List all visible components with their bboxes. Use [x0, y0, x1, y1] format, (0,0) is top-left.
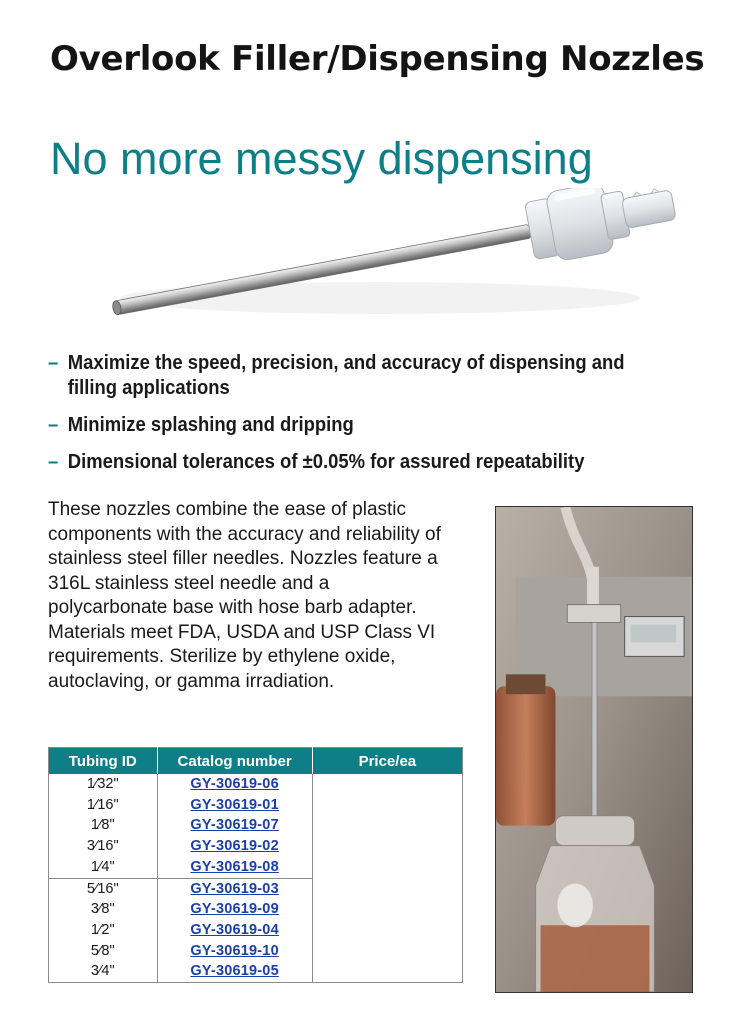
catalog-cell	[157, 878, 312, 899]
col-header-catalog-number: Catalog number	[157, 748, 312, 775]
feature-item: – Dimensional tolerances of ±0.05% for assured repeatability	[48, 450, 585, 473]
col-header-price: Price/ea	[312, 748, 462, 775]
page-title: Overlook Filler/Dispensing Nozzles	[50, 39, 705, 79]
feature-item: – Minimize splashing and dripping	[48, 413, 354, 436]
catalog-number-link[interactable]: GY-30619-05	[190, 963, 279, 980]
tubing-id-cell: 3⁄8"	[49, 899, 158, 920]
catalog-cell	[157, 941, 312, 962]
price-cell	[312, 878, 462, 983]
tubing-id-cell: 3⁄16"	[49, 836, 158, 857]
bullet-dash-icon: –	[48, 413, 59, 436]
tubing-id-cell: 3⁄4"	[49, 961, 158, 982]
catalog-cell	[157, 815, 312, 836]
tubing-id-cell: 1⁄8"	[49, 815, 158, 836]
tubing-id-cell: 1⁄4"	[49, 857, 158, 878]
catalog-cell	[157, 857, 312, 878]
catalog-number-link[interactable]: GY-30619-04	[190, 921, 279, 938]
page-subtitle: No more messy dispensing	[50, 133, 593, 184]
table-header-row	[49, 748, 463, 775]
catalog-number-link[interactable]: GY-30619-10	[190, 942, 279, 959]
feature-item: – Maximize the speed, precision, and accuracy of dispensing and filling applications	[48, 351, 625, 399]
catalog-table	[48, 747, 463, 983]
catalog-number-link[interactable]: GY-30619-03	[190, 880, 279, 897]
catalog-cell	[157, 774, 312, 795]
catalog-number-link[interactable]: GY-30619-06	[190, 776, 279, 792]
nozzle-product-image	[90, 188, 710, 333]
catalog-cell	[157, 899, 312, 920]
catalog-number-link[interactable]: GY-30619-09	[190, 901, 279, 918]
catalog-number-link[interactable]: GY-30619-08	[190, 858, 279, 875]
bullet-dash-icon: –	[48, 450, 59, 473]
catalog-cell	[157, 836, 312, 857]
tubing-id-cell: 1⁄16"	[49, 795, 158, 816]
tubing-id-cell: 5⁄16"	[49, 878, 158, 899]
catalog-number-link[interactable]: GY-30619-07	[190, 817, 279, 834]
product-description: These nozzles combine the ease of plastic components with the accuracy and reliability of stainless steel filler needles. Nozzles feature a 316L stainless steel needle and a polycarbonate base with hose barb adapter. Materials meet FDA, USDA and USP Class VI requirements. Sterilize by ethylene oxide, autoclaving, or gamma irradiation.	[48, 499, 441, 692]
table-row	[49, 878, 463, 899]
catalog-number-link[interactable]: GY-30619-02	[190, 838, 279, 855]
catalog-cell	[157, 795, 312, 816]
col-header-tubing-id: Tubing ID	[49, 748, 158, 775]
catalog-cell	[157, 920, 312, 941]
lab-photo	[495, 506, 693, 993]
feature-list	[48, 350, 708, 486]
tubing-id-cell: 1⁄32"	[49, 774, 158, 795]
price-cell	[312, 774, 462, 878]
catalog-number-link[interactable]: GY-30619-01	[190, 796, 279, 813]
tubing-id-cell: 5⁄8"	[49, 941, 158, 962]
catalog-cell	[157, 961, 312, 982]
tubing-id-cell: 1⁄2"	[49, 920, 158, 941]
bullet-dash-icon: –	[48, 351, 59, 374]
table-row	[49, 774, 463, 795]
